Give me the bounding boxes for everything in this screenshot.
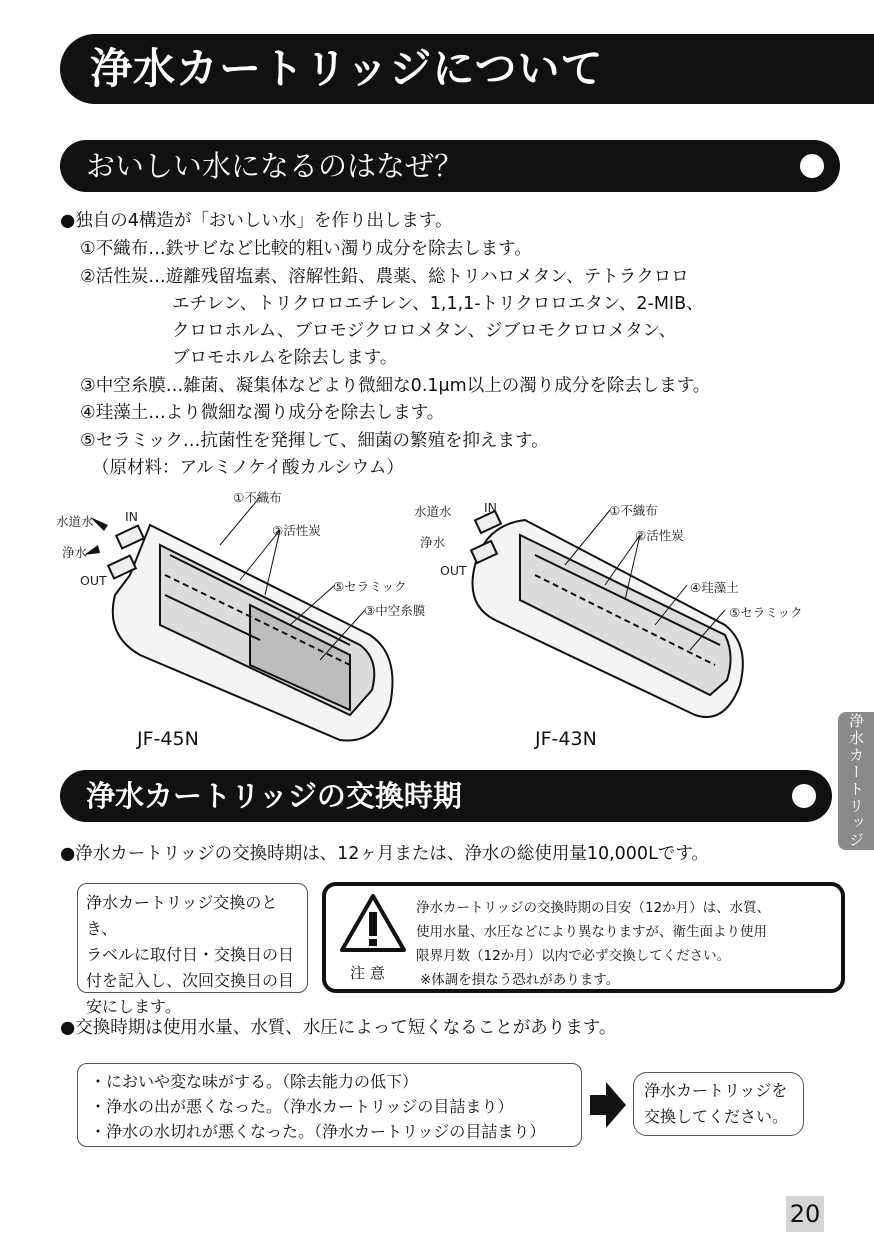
caution-text <box>416 896 770 992</box>
label-instruction-line: 付を記入し、次回交換日の目 <box>86 971 295 990</box>
section-heading-why <box>60 140 840 192</box>
caution-box <box>322 882 845 993</box>
bullet-dot-icon <box>800 154 824 178</box>
label-pure-water: 浄水 <box>420 535 446 550</box>
page-title: 浄水カートリッジについて <box>60 34 874 104</box>
label-out: OUT <box>80 573 107 588</box>
symptom-item: ・浄水の水切れが悪くなった。（浄水カートリッジの目詰まり） <box>90 1122 546 1141</box>
section-heading-text: 浄水カートリッジの交換時期 <box>86 779 462 813</box>
page-number: 20 <box>786 1196 824 1232</box>
label-out: OUT <box>440 563 467 578</box>
caution-line: 限界月数（12か月）以内で必ず交換してください。 <box>416 948 731 964</box>
label-in: IN <box>484 500 498 515</box>
label-pure-water: 浄水 <box>62 545 88 560</box>
label-diatomaceous-earth: ④珪藻土 <box>690 580 739 595</box>
structure-intro: ●独自の4構造が「おいしい水」を作り出します。 <box>60 211 453 231</box>
label-instruction-box <box>77 883 308 1016</box>
replacement-intro: ●浄水カートリッジの交換時期は、12ヶ月または、浄水の総使用量10,000Lです。 <box>60 844 709 864</box>
label-instruction-line: 安にします。 <box>86 997 181 1016</box>
structure-item-2-cont: ブロモホルムを除去します。 <box>172 348 398 368</box>
label-tap-water: 水道水 <box>56 514 94 529</box>
action-line: 交換してください。 <box>644 1107 789 1126</box>
label-nonwoven: ①不織布 <box>609 503 658 518</box>
label-activated-carbon: ②活性炭 <box>635 528 684 543</box>
side-tab-cartridge: 浄水カートリッジ <box>838 712 874 850</box>
label-in: IN <box>125 509 139 524</box>
structure-item-2-cont: エチレン、トリクロロエチレン、1,1,1-トリクロロエタン、2-MIB、 <box>172 294 704 314</box>
raw-material-note: （原材料：アルミノケイ酸カルシウム） <box>92 458 404 478</box>
label-tap-water: 水道水 <box>414 504 452 519</box>
bullet-dot-icon <box>792 784 816 808</box>
caution-line: 浄水カートリッジの交換時期の目安（12か月）は、水質、 <box>416 900 771 916</box>
structure-item-4: ④珪藻土…より微細な濁り成分を除去します。 <box>80 403 445 423</box>
label-instruction-line: 浄水カートリッジ交換のとき、 <box>86 893 278 938</box>
symptom-item: ・浄水の出が悪くなった。（浄水カートリッジの目詰まり） <box>90 1097 514 1116</box>
label-ceramic: ⑤セラミック <box>333 579 407 594</box>
structure-item-1: ①不織布…鉄サビなど比較的粗い濁り成分を除去します。 <box>80 239 532 259</box>
symptoms-box <box>77 1063 582 1147</box>
label-hollow-fiber: ③中空糸膜 <box>364 603 426 618</box>
structure-item-2-cont: クロロホルム、ブロモジクロロメタン、ジブロモクロロメタン、 <box>172 321 677 341</box>
action-line: 浄水カートリッジを <box>644 1081 788 1100</box>
model-name-jf43n: JF-43N <box>535 728 597 750</box>
cartridge-diagram-jf43n <box>455 495 755 735</box>
label-instruction-line: ラベルに取付日・交換日の日 <box>86 945 295 964</box>
structure-item-5: ⑤セラミック…抗菌性を発揮して、細菌の繁殖を抑えます。 <box>80 431 549 451</box>
warning-triangle-icon <box>338 892 408 954</box>
label-ceramic: ⑤セラミック <box>729 605 803 620</box>
action-box <box>633 1072 804 1136</box>
caution-line: 使用水量、水圧などにより異なりますが、衛生面より使用 <box>416 924 767 940</box>
symptom-item: ・においや変な味がする。（除去能力の低下） <box>90 1072 419 1091</box>
label-activated-carbon: ②活性炭 <box>272 523 321 538</box>
structure-item-3: ③中空糸膜…雑菌、凝集体などより微細な0.1μm以上の濁り成分を除去します。 <box>80 376 711 396</box>
shortening-note: ●交換時期は使用水量、水質、水圧によって短くなることがあります。 <box>60 1018 617 1038</box>
label-nonwoven: ①不織布 <box>233 490 282 505</box>
structure-item-2: ②活性炭…遊離残留塩素、溶解性鉛、農薬、総トリハロメタン、テトラクロロ <box>80 267 689 287</box>
caution-label: 注意 <box>350 964 391 982</box>
right-arrow-icon <box>590 1082 626 1128</box>
section-heading-replacement <box>60 770 832 822</box>
model-name-jf45n: JF-45N <box>137 728 199 750</box>
section-heading-text: おいしい水になるのはなぜ？ <box>86 149 464 183</box>
caution-line: ※体調を損なう恐れがあります。 <box>420 972 620 988</box>
